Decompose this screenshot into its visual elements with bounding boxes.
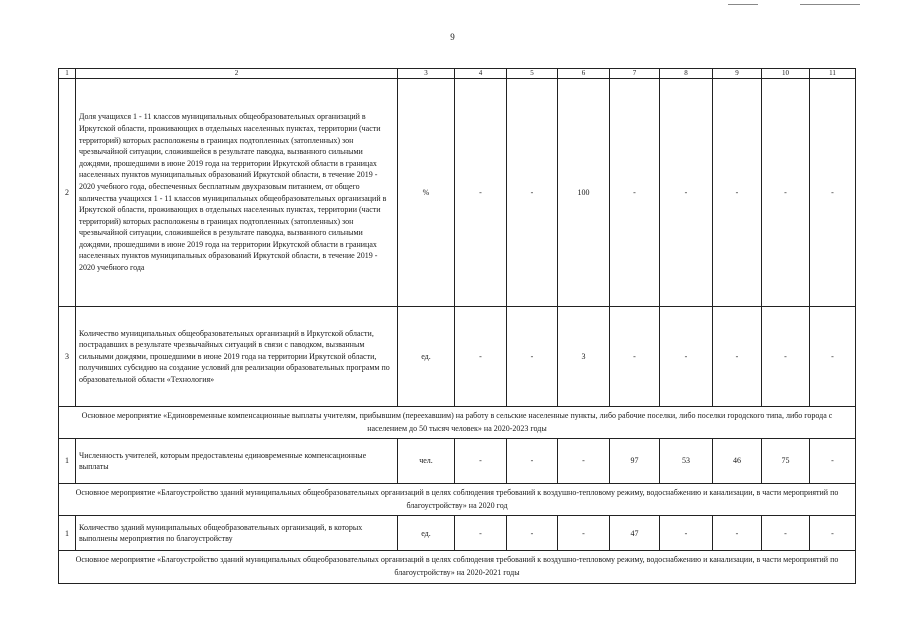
value-cell: - xyxy=(610,307,660,407)
unit-cell: чел. xyxy=(398,439,455,484)
header-cell: 8 xyxy=(660,69,713,79)
header-cell: 6 xyxy=(558,69,610,79)
value-cell: 46 xyxy=(713,439,762,484)
header-cell: 11 xyxy=(810,69,856,79)
value-cell: - xyxy=(713,307,762,407)
value-cell: - xyxy=(660,307,713,407)
value-cell: - xyxy=(713,516,762,551)
indicator-row xyxy=(59,307,856,407)
header-cell: 2 xyxy=(76,69,398,79)
value-cell: - xyxy=(660,79,713,307)
value-cell: 75 xyxy=(762,439,810,484)
value-cell: - xyxy=(810,439,856,484)
scan-artifact-line xyxy=(728,4,758,5)
indicator-description: Количество муниципальных общеобразовательных организаций в Иркутской области, пострадавших в результате чрезвычайных ситуаций в связи с паводком, вызванным сильными дождями, прошедшими в июне 2019 года на территории Иркутской области, получивших субсидию на создание условий для реализации образовательных программ по образовательной области «Технология» xyxy=(76,307,398,407)
indicator-row xyxy=(59,516,856,551)
value-cell: 47 xyxy=(610,516,660,551)
header-cell: 9 xyxy=(713,69,762,79)
value-cell: - xyxy=(507,439,558,484)
value-cell: - xyxy=(810,516,856,551)
page-number: 9 xyxy=(450,32,455,42)
value-cell: - xyxy=(810,307,856,407)
value-cell: - xyxy=(558,516,610,551)
value-cell: 53 xyxy=(660,439,713,484)
value-cell: - xyxy=(713,79,762,307)
row-number: 1 xyxy=(59,439,76,484)
table-header-row xyxy=(59,69,856,79)
header-cell: 4 xyxy=(455,69,507,79)
unit-cell: ед. xyxy=(398,516,455,551)
value-cell: - xyxy=(810,79,856,307)
section-row xyxy=(59,407,856,439)
section-row xyxy=(59,484,856,516)
value-cell: - xyxy=(455,439,507,484)
indicators-table xyxy=(58,68,856,584)
indicator-description: Численность учителей, которым предоставлены единовременные компенсационные выплаты xyxy=(76,439,398,484)
value-cell: - xyxy=(455,307,507,407)
row-number: 3 xyxy=(59,307,76,407)
value-cell: - xyxy=(558,439,610,484)
value-cell: 3 xyxy=(558,307,610,407)
value-cell: - xyxy=(762,307,810,407)
header-cell: 1 xyxy=(59,69,76,79)
unit-cell: % xyxy=(398,79,455,307)
value-cell: - xyxy=(507,307,558,407)
value-cell: - xyxy=(455,79,507,307)
header-cell: 7 xyxy=(610,69,660,79)
indicator-row xyxy=(59,439,856,484)
row-number: 1 xyxy=(59,516,76,551)
scan-artifact-line xyxy=(800,4,860,5)
section-title: Основное мероприятие «Единовременные компенсационные выплаты учителям, прибывшим (переехавшим) на работу в сельские населенные пункты, либо рабочие поселки, либо поселки городского типа, либо города с населением до 50 тысяч человек» на 2020-2023 годы xyxy=(59,407,856,439)
value-cell: - xyxy=(507,79,558,307)
value-cell: - xyxy=(610,79,660,307)
value-cell: - xyxy=(455,516,507,551)
value-cell: - xyxy=(762,516,810,551)
row-number: 2 xyxy=(59,79,76,307)
header-cell: 5 xyxy=(507,69,558,79)
unit-cell: ед. xyxy=(398,307,455,407)
header-cell: 10 xyxy=(762,69,810,79)
value-cell: - xyxy=(762,79,810,307)
section-row xyxy=(59,551,856,583)
indicator-row xyxy=(59,79,856,307)
value-cell: - xyxy=(507,516,558,551)
value-cell: 100 xyxy=(558,79,610,307)
value-cell: 97 xyxy=(610,439,660,484)
indicator-description: Доля учащихся 1 - 11 классов муниципальных общеобразовательных организаций в Иркутской области, проживающих в отдельных населенных пунктах, территории (части территорий) которых расположены в границах подтопленных (затопленных) зон чрезвычайной ситуации, сложившейся в результате паводка, вызванного сильными дождями, прошедшими в июне 2019 года на территории Иркутской области в границах населенных пунктов муниципальных образований Иркутской области, в течение 2019 - 2020 учебного года, обеспеченных бесплатным двухразовым питанием, от общего количества учащихся 1 - 11 классов муниципальных общеобразовательных организаций в Иркутской области, проживающих в отдельных населенных пунктах, территории (части территорий) которых расположены в границах подтопленных (затопленных) зон чрезвычайной ситуации, сложившейся в результате паводка, вызванного сильными дождями, прошедшими в июне 2019 года на территории Иркутской области в границах населенных пунктов муниципальных образований Иркутской области, в течение 2019 - 2020 учебного года xyxy=(76,79,398,307)
value-cell: - xyxy=(660,516,713,551)
section-title: Основное мероприятие «Благоустройство зданий муниципальных общеобразовательных организаций в целях соблюдения требований к воздушно-тепловому режиму, водоснабжению и канализации, в части мероприятий по благоустройству» на 2020-2021 годы xyxy=(59,551,856,583)
section-title: Основное мероприятие «Благоустройство зданий муниципальных общеобразовательных организаций в целях соблюдения требований к воздушно-тепловому режиму, водоснабжению и канализации, в части мероприятий по благоустройству» на 2020 год xyxy=(59,484,856,516)
indicator-description: Количество зданий муниципальных общеобразовательных организаций, в которых выполнены мероприятия по благоустройству xyxy=(76,516,398,551)
header-cell: 3 xyxy=(398,69,455,79)
